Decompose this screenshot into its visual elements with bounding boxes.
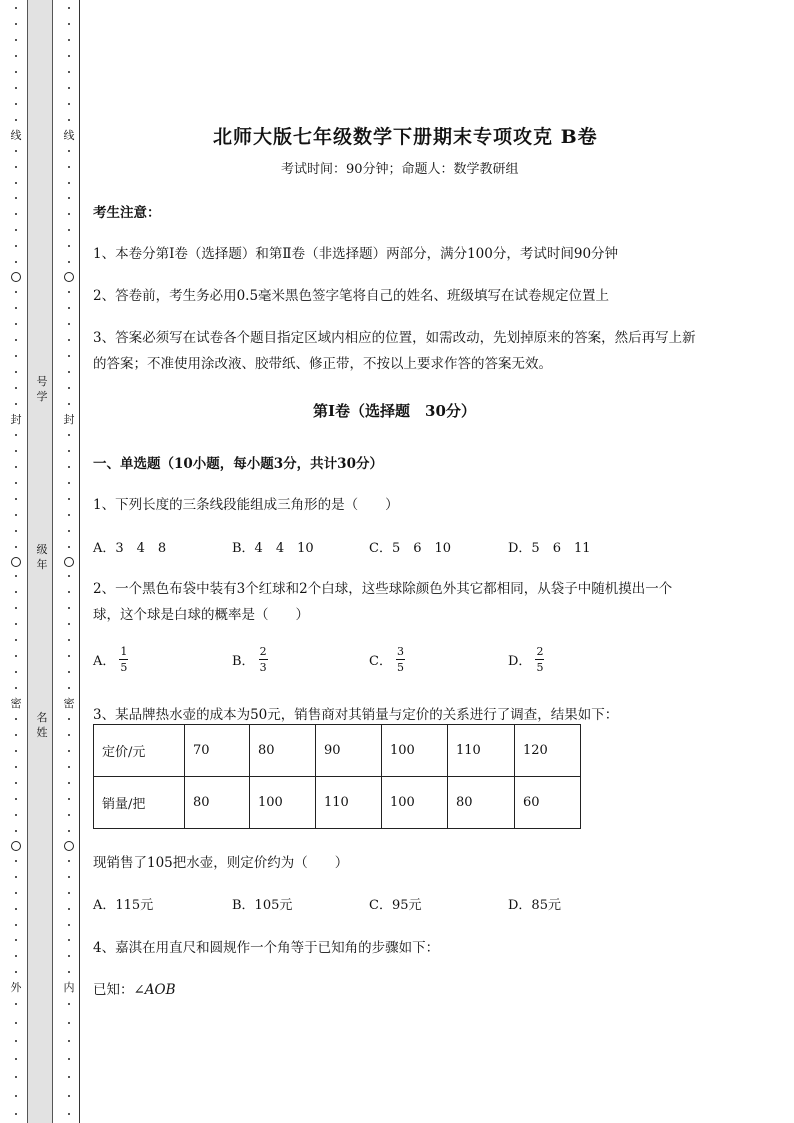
margin-mark: 密 [10,697,22,711]
question-3-stem: 3、某品牌热水壶的成本为50元，销售商对其销量与定价的关系进行了调查，结果如下： [93,707,619,723]
table-cell: 70 [185,725,250,777]
margin-mark: 内 [63,981,75,995]
margin-circle-icon [64,841,74,851]
exam-subtitle: 考试时间：90分钟；命题人：数学教研组 [281,162,519,177]
margin-mark: 线 [63,128,75,142]
q1-option-d: D．5 6 11 [508,541,591,556]
margin-mark: 密 [63,697,75,711]
notice-heading: 考生注意： [93,205,161,221]
question-3-follow: 现销售了105把水壶，则定价约为（ ） [93,855,349,871]
q1-option-c: C．5 6 10 [369,541,452,556]
table-cell: 定价/元 [94,725,185,777]
field-label-grade: 级 年 [36,543,48,571]
section-title: 第I卷（选择题 30分） [313,402,476,420]
inner-dotted-line [62,0,76,1123]
margin-mark: 线 [10,128,22,142]
margin-mark: 外 [10,981,22,995]
question-1-stem: 1、下列长度的三条线段能组成三角形的是（ ） [93,497,399,513]
exam-title: 北师大版七年级数学下册期末专项攻克 B卷 [213,126,598,148]
table-cell: 120 [515,725,581,777]
table-cell: 80 [185,777,250,829]
table-cell: 60 [515,777,581,829]
q3-option-c: C．95元 [369,898,422,913]
notice-item: 的答案；不准使用涂改液、胶带纸、修正带，不按以上要求作答的答案无效。 [93,356,552,372]
table-cell: 100 [382,725,448,777]
margin-mark: 封 [63,412,75,426]
table-cell: 100 [382,777,448,829]
table-cell: 80 [448,777,515,829]
table-cell: 80 [250,725,316,777]
fraction: $\frac{1}{5}$ [120,645,128,674]
margin-circle-icon [11,557,21,567]
price-sales-table [93,724,581,829]
given-label: 已知： [93,982,134,998]
margin-circle-icon [11,272,21,282]
notice-item: 1、本卷分第I卷（选择题）和第Ⅱ卷（非选择题）两部分，满分100分，考试时间90分钟 [93,246,619,262]
margin-circle-icon [64,557,74,567]
fraction: $\frac{2}{5}$ [536,645,544,674]
question-4-given [93,978,176,998]
table-cell: 90 [316,725,382,777]
q2-option-d: D． $\frac{2}{5}$ [508,645,544,674]
table-cell: 110 [316,777,382,829]
outer-dotted-line [9,0,23,1123]
student-info-strip [27,0,53,1123]
table-row [94,777,581,829]
table-cell: 销量/把 [94,777,185,829]
question-2-stem: 2、一个黑色布袋中装有3个红球和2个白球，这些球除颜色外其它都相同，从袋子中随机摸出一个 [93,581,673,597]
q2-option-a: A． $\frac{1}{5}$ [93,645,128,674]
fraction: $\frac{3}{5}$ [396,645,404,674]
question-2-stem-cont: 球，这个球是白球的概率是（ ） [93,607,309,623]
margin-circle-icon [11,841,21,851]
table-cell: 100 [250,777,316,829]
fraction: $\frac{2}{3}$ [259,645,267,674]
question-4-stem: 4、嘉淇在用直尺和圆规作一个角等于已知角的步骤如下： [93,940,440,956]
margin-circle-icon [64,272,74,282]
q3-option-b: B．105元 [232,898,293,913]
q2-option-c: C． $\frac{3}{5}$ [369,645,404,674]
q3-option-a: A．115元 [93,898,154,913]
part-heading: 一、单选题（10小题，每小题3分，共计30分） [93,456,383,472]
q1-option-a: A．3 4 8 [93,541,167,556]
table-cell: 110 [448,725,515,777]
q2-option-b: B． $\frac{2}{3}$ [232,645,267,674]
q1-option-b: B．4 4 10 [232,541,314,556]
notice-item: 2、答卷前，考生务必用0.5毫米黑色签字笔将自己的姓名、班级填写在试卷规定位置上 [93,288,610,304]
q3-option-d: D．85元 [508,898,561,913]
angle-aob: ∠AOB [133,982,176,998]
binding-line [79,0,80,1123]
field-label-name: 名 姓 [36,711,48,739]
table-row [94,725,581,777]
margin-mark: 封 [10,412,22,426]
notice-item: 3、答案必须写在试卷各个题目指定区域内相应的位置，如需改动，先划掉原来的答案，然后再写上新 [93,330,696,346]
field-label-id: 号 学 [36,375,48,403]
